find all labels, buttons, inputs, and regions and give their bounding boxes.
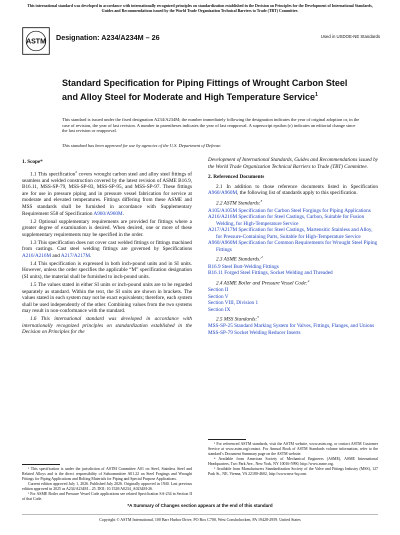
- ref-link-a216[interactable]: A216/A216M: [22, 252, 52, 259]
- standard-title: [62, 78, 362, 103]
- ref-a960[interactable]: A960/A960M Specification for Common Requirements for Wrought Steel Piping Fittings: [208, 240, 378, 253]
- ref-b16-11[interactable]: B16.11 Forged Steel Fittings, Socket Welding and Threaded: [208, 270, 333, 277]
- paragraph-1-3: [22, 240, 192, 260]
- mss-heading-text: 2.5 MSS Standards:: [216, 316, 258, 323]
- astm-standards-heading: [208, 198, 378, 207]
- ref-section-viii[interactable]: Section VIII, Division 1: [208, 300, 259, 307]
- ref-mss-sp-79[interactable]: MSS-SP-79 Socket Welding Reducer Inserts: [208, 330, 301, 337]
- paragraph-1-5: 1.5 The values stated in either SI units or inch-pound units are to be regarded separately as standard. Within the text, the SI units are shown in brackets. The values stated in each system may not be exact equivalents; therefore, each system shall be used independently of the other. Combining values from the two systems may result in non-conformance with the standard.: [22, 282, 192, 315]
- ref-link-a960[interactable]: A960/A960M: [93, 210, 123, 217]
- wto-notice: This international standard was developed in accordance with internationally recognized principles on standardization established in the Decision on Principles for the Development of International Standards, Guides and Recommendations issued by the World Trade Organization Technical Barriers to Trade (TBT) Committee.: [27, 4, 373, 13]
- p1-1-footnote-marker: 2: [75, 169, 78, 174]
- svg-text:ASTM: ASTM: [26, 38, 46, 46]
- astm-logo: [22, 27, 50, 55]
- asme-heading-text: 2.3 ASME Standards:: [216, 257, 261, 264]
- paragraph-1-1: [22, 169, 192, 218]
- bpvc-footnote-marker: 4: [307, 278, 310, 283]
- paragraph-1-4: 1.4 This specification is expressed in both inch-pound units and in SI units. However, unless the order specifies the applicable “M” specification designation (SI units), the material shall be furnished to inch-pound units.: [22, 260, 192, 280]
- scope-heading: 1. Scope*: [22, 159, 43, 165]
- p1-1-end: .: [122, 210, 124, 217]
- asme-footnote-marker: 4: [260, 255, 263, 260]
- copyright-notice: Copyright © ASTM International, 100 Barr Harbor Drive, PO Box C700, West Conshohocken, PA 19428-2959. United States: [22, 514, 378, 522]
- ref-a216[interactable]: A216/A216M Specification for Steel Castings, Carbon, Suitable for Fusion Welding, for High-Temperature Service: [208, 214, 365, 227]
- mss-footnote-marker: 5: [257, 315, 259, 320]
- paragraph-2-1: [208, 184, 378, 197]
- p1-3-end: .: [90, 252, 92, 259]
- footnote-4: ⁴ Available from American Society of Mechanical Engineers (ASME), ASME International Headquarters, Two Park Ave., New York, NY 10016-5990, http://www.asme.org.: [208, 456, 378, 466]
- title-footnote-marker: 1: [315, 91, 318, 98]
- asme-standards-heading: [208, 254, 378, 263]
- footnote-2: ² For ASME Boiler and Pressure Vessel Code applications see related Specification SA-234 in Section II of that Code.: [22, 492, 192, 501]
- designation-note: This standard is issued under the fixed designation A234/A234M; the number immediately following the designation indicates the year of original adoption or, in the case of revision, the year of last revision. A number in parentheses indicates the year of last reapproval. A superscript epsilon (ε) indicates an editorial change since the last revision or reapproval.: [62, 117, 360, 134]
- ref-link-a217[interactable]: A217/A217M: [60, 252, 91, 259]
- astm-footnote-marker: 3: [260, 199, 263, 204]
- footnote-1: ¹ This specification is under the jurisdiction of ASTM Committee A01 on Steel, Stainless Steel and Related Alloys and is the direct responsibility of Subcommittee A01.22 on Steel Forgings and Wrought Fittings for Piping Applications and Bolting Materials for Piping and Special Purpose Applications.: [22, 467, 192, 481]
- bpvc-heading: [208, 278, 378, 287]
- dod-approval-note: This standard has been approved for use by agencies of the U.S. Department of Defense.: [62, 143, 222, 148]
- bpvc-heading-text: 2.4 ASME Boiler and Pressure Vessel Code:: [216, 280, 308, 287]
- ref-a217[interactable]: A217/A217M Specification for Steel Castings, Martensitic Stainless and Alloy, for Pressure-Containing Parts, Suitable for High-Temperature Service: [208, 227, 373, 240]
- footnote-3: ³ For referenced ASTM standards, visit the ASTM website, www.astm.org, or contact ASTM Customer Service at www.astm.org/contact. For Annual Book of ASTM Standards volume information, refer to the standard’s Document Summary page on the ASTM website.: [208, 442, 378, 456]
- ref-link-a960-2[interactable]: A960/A960M: [208, 190, 238, 197]
- footnotes-right: [208, 442, 378, 477]
- ref-mss-sp-25[interactable]: MSS-SP-25 Standard Marking System for Valves, Fittings, Flanges, and Unions: [208, 323, 375, 330]
- right-column: [208, 157, 378, 337]
- left-column: [22, 157, 192, 337]
- p2-1-text: 2.1 In addition to those reference documents listed in Specification: [216, 183, 378, 190]
- designation: Designation: A234/A234M – 26: [56, 33, 160, 42]
- p1-3-and: and: [51, 252, 61, 259]
- paragraph-1-6-continued: Development of International Standards, Guides and Recommendations issued by the World Trade Organization Technical Barriers to Trade (TBT) Committee.: [208, 157, 378, 170]
- footnote-5: ⁵ Available from Manufacturers Standardization Society of the Valve and Fittings Industry (MSS), 127 Park St., NE, Vienna, VA 22180-4602, http://www.mss-hq.com.: [208, 467, 378, 476]
- used-in-note: Used in USDOE-NE Standards: [320, 34, 380, 39]
- ref-a105[interactable]: A105/A105M Specification for Carbon Steel Forgings for Piping Applications: [208, 207, 371, 214]
- summary-of-changes-note: *A Summary of Changes section appears at the end of this standard: [127, 503, 273, 508]
- ref-section-v[interactable]: Section V: [208, 293, 229, 300]
- title-text: Standard Specification for Piping Fittings of Wrought Carbon Steel and Alloy Steel for Moderate and High Temperature Service: [62, 78, 348, 102]
- footnote-1-edition: Current edition approved July 1, 2026. Published July 2026. Originally approved in 1940. Last previous edition approved in 2025 as A234/A234M – 25. DOI: 10.1520/A0234_A0234M-26.: [22, 481, 192, 491]
- p2-1-end: , the following list of standards apply to this specification.: [237, 190, 358, 197]
- ref-section-ii[interactable]: Section II: [208, 287, 229, 293]
- referenced-documents-heading: 2. Referenced Documents: [208, 174, 265, 181]
- p1-1-text: 1.1 This specification: [30, 171, 76, 178]
- paragraph-1-6: 1.6 This international standard was developed in accordance with internationally recognized principles on standardization established in the Decision on Principles for the: [22, 316, 192, 336]
- ref-section-ix[interactable]: Section IX: [208, 306, 231, 313]
- p1-1-rest: covers wrought carbon steel and alloy steel fittings of seamless and welded construction covered by the latest revision of ASME B16.9, B16.11, MSS-SP-79, MSS-SP-83, MSS-SP-95, and MSS-SP-97. These fittings are for use in pressure piping and in pressure vessel fabrication for service at moderate and elevated temperatures. Fittings differing from these ASME and MSS standards shall be furnished in accordance with Supplementary Requirement S58 of Specification: [22, 171, 192, 217]
- ref-b16-9[interactable]: B16.9 Steel Butt-Welding Fittings: [208, 263, 279, 270]
- footnote-rule-left: [22, 464, 60, 465]
- astm-heading-text: 2.2 ASTM Standards:: [216, 200, 261, 207]
- footnote-rule-right: [208, 439, 246, 440]
- p1-3-text: 1.3 This specification does not cover cast welded fittings or fittings machined from castings. Cast steel welding fittings are governed by Specifications: [22, 239, 192, 253]
- footnotes-left: [22, 467, 192, 502]
- paragraph-1-2: 1.2 Optional supplementary requirements are provided for fittings where a greater degree of examination is desired. When desired, one or more of these supplementary requirements may be specified in the order.: [22, 218, 192, 238]
